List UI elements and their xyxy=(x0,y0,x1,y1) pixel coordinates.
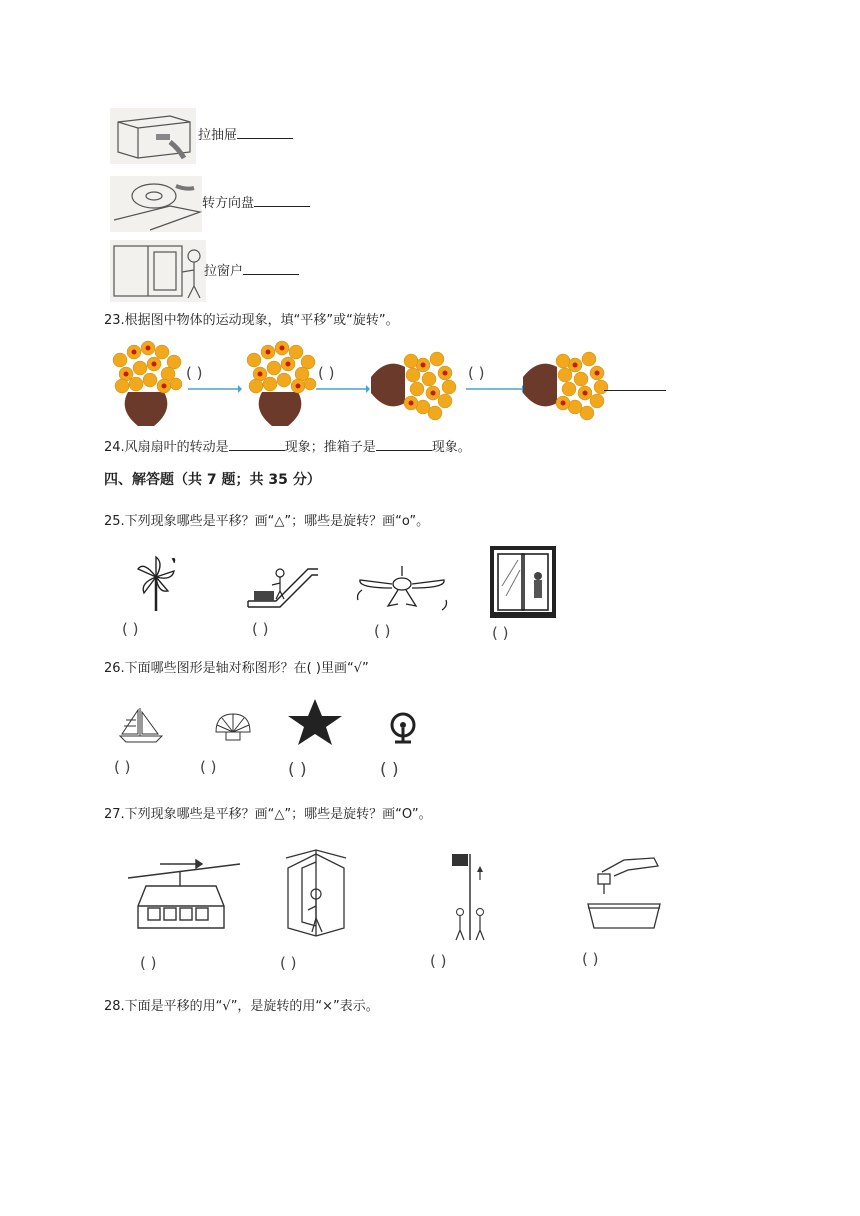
star-icon xyxy=(286,698,344,746)
answer-blank[interactable] xyxy=(243,262,299,275)
q24-question xyxy=(104,438,471,457)
answer-paren[interactable]: ( ) xyxy=(122,620,139,638)
answer-paren[interactable]: ( ) xyxy=(430,952,447,970)
q22-item-drawer xyxy=(110,108,330,164)
arrow-right-icon xyxy=(466,384,526,394)
pinwheel-icon xyxy=(134,553,180,613)
q24-text-1: 24.风扇扇叶的转动是 xyxy=(104,440,229,455)
answer-paren[interactable]: ( ) xyxy=(140,954,157,972)
answer-paren[interactable]: ( ) xyxy=(318,364,335,382)
q27-question: 27.下列现象哪些是平移？画“△”；哪些是旋转？画“O”。 xyxy=(104,807,432,822)
answer-paren[interactable]: ( ) xyxy=(288,760,307,780)
q24-text-2: 现象；推箱子是 xyxy=(284,440,376,455)
answer-paren[interactable]: ( ) xyxy=(492,624,509,642)
q23-question: 23.根据图中物体的运动现象，填“平移”或“旋转”。 xyxy=(104,313,399,328)
q22-label-steering: 转方向盘 xyxy=(202,196,255,211)
q25-question: 25.下列现象哪些是平移？画“△”；哪些是旋转？画“o”。 xyxy=(104,514,430,529)
section-heading: 四、解答题（共 7 题；共 35 分） xyxy=(104,472,321,488)
answer-paren[interactable]: ( ) xyxy=(380,760,399,780)
answer-paren[interactable]: ( ) xyxy=(252,620,269,638)
q23-figure xyxy=(104,338,674,430)
answer-paren[interactable]: ( ) xyxy=(186,364,203,382)
flag-raising-icon xyxy=(448,850,498,942)
sailboat-icon xyxy=(116,706,166,746)
answer-paren[interactable]: ( ) xyxy=(114,758,131,776)
flower-vase-rotated-icon xyxy=(524,340,608,430)
answer-blank[interactable] xyxy=(237,126,293,139)
answer-paren[interactable]: ( ) xyxy=(280,954,297,972)
flower-vase-rotated-icon xyxy=(372,340,456,430)
flower-vase-icon xyxy=(242,340,318,430)
steering-wheel-icon xyxy=(110,176,202,232)
answer-paren[interactable]: ( ) xyxy=(200,758,217,776)
answer-blank[interactable] xyxy=(254,194,310,207)
faucet-basin-icon xyxy=(584,852,664,932)
q26-question: 26.下面哪些图形是轴对称图形？在( )里画“√” xyxy=(104,661,369,676)
answer-paren[interactable]: ( ) xyxy=(468,364,485,382)
answer-paren[interactable]: ( ) xyxy=(582,950,599,968)
q22-item-window xyxy=(110,240,340,302)
window-pull-icon xyxy=(110,240,206,302)
revolving-door-icon xyxy=(280,848,352,940)
arrow-right-icon xyxy=(188,384,242,394)
answer-blank[interactable] xyxy=(229,438,285,451)
escalator-icon xyxy=(246,555,320,611)
q24-text-3: 现象。 xyxy=(431,440,471,455)
flower-vase-icon xyxy=(108,340,184,430)
arrow-right-icon xyxy=(316,384,370,394)
answer-paren[interactable]: ( ) xyxy=(374,622,391,640)
railway-logo-icon xyxy=(388,712,418,744)
shell-icon xyxy=(212,710,254,746)
cable-car-icon xyxy=(126,856,242,936)
answer-blank[interactable] xyxy=(604,390,666,391)
q22-label-drawer: 拉抽屉 xyxy=(198,128,238,143)
q28-question: 28.下面是平移的用“√”，是旋转的用“×”表示。 xyxy=(104,999,379,1014)
q22-item-steering xyxy=(110,176,340,232)
q22-label-window: 拉窗户 xyxy=(204,264,244,279)
sliding-window-icon xyxy=(490,546,556,620)
drawer-pull-icon xyxy=(110,108,196,164)
ceiling-fan-icon xyxy=(354,566,450,616)
answer-blank[interactable] xyxy=(376,438,432,451)
